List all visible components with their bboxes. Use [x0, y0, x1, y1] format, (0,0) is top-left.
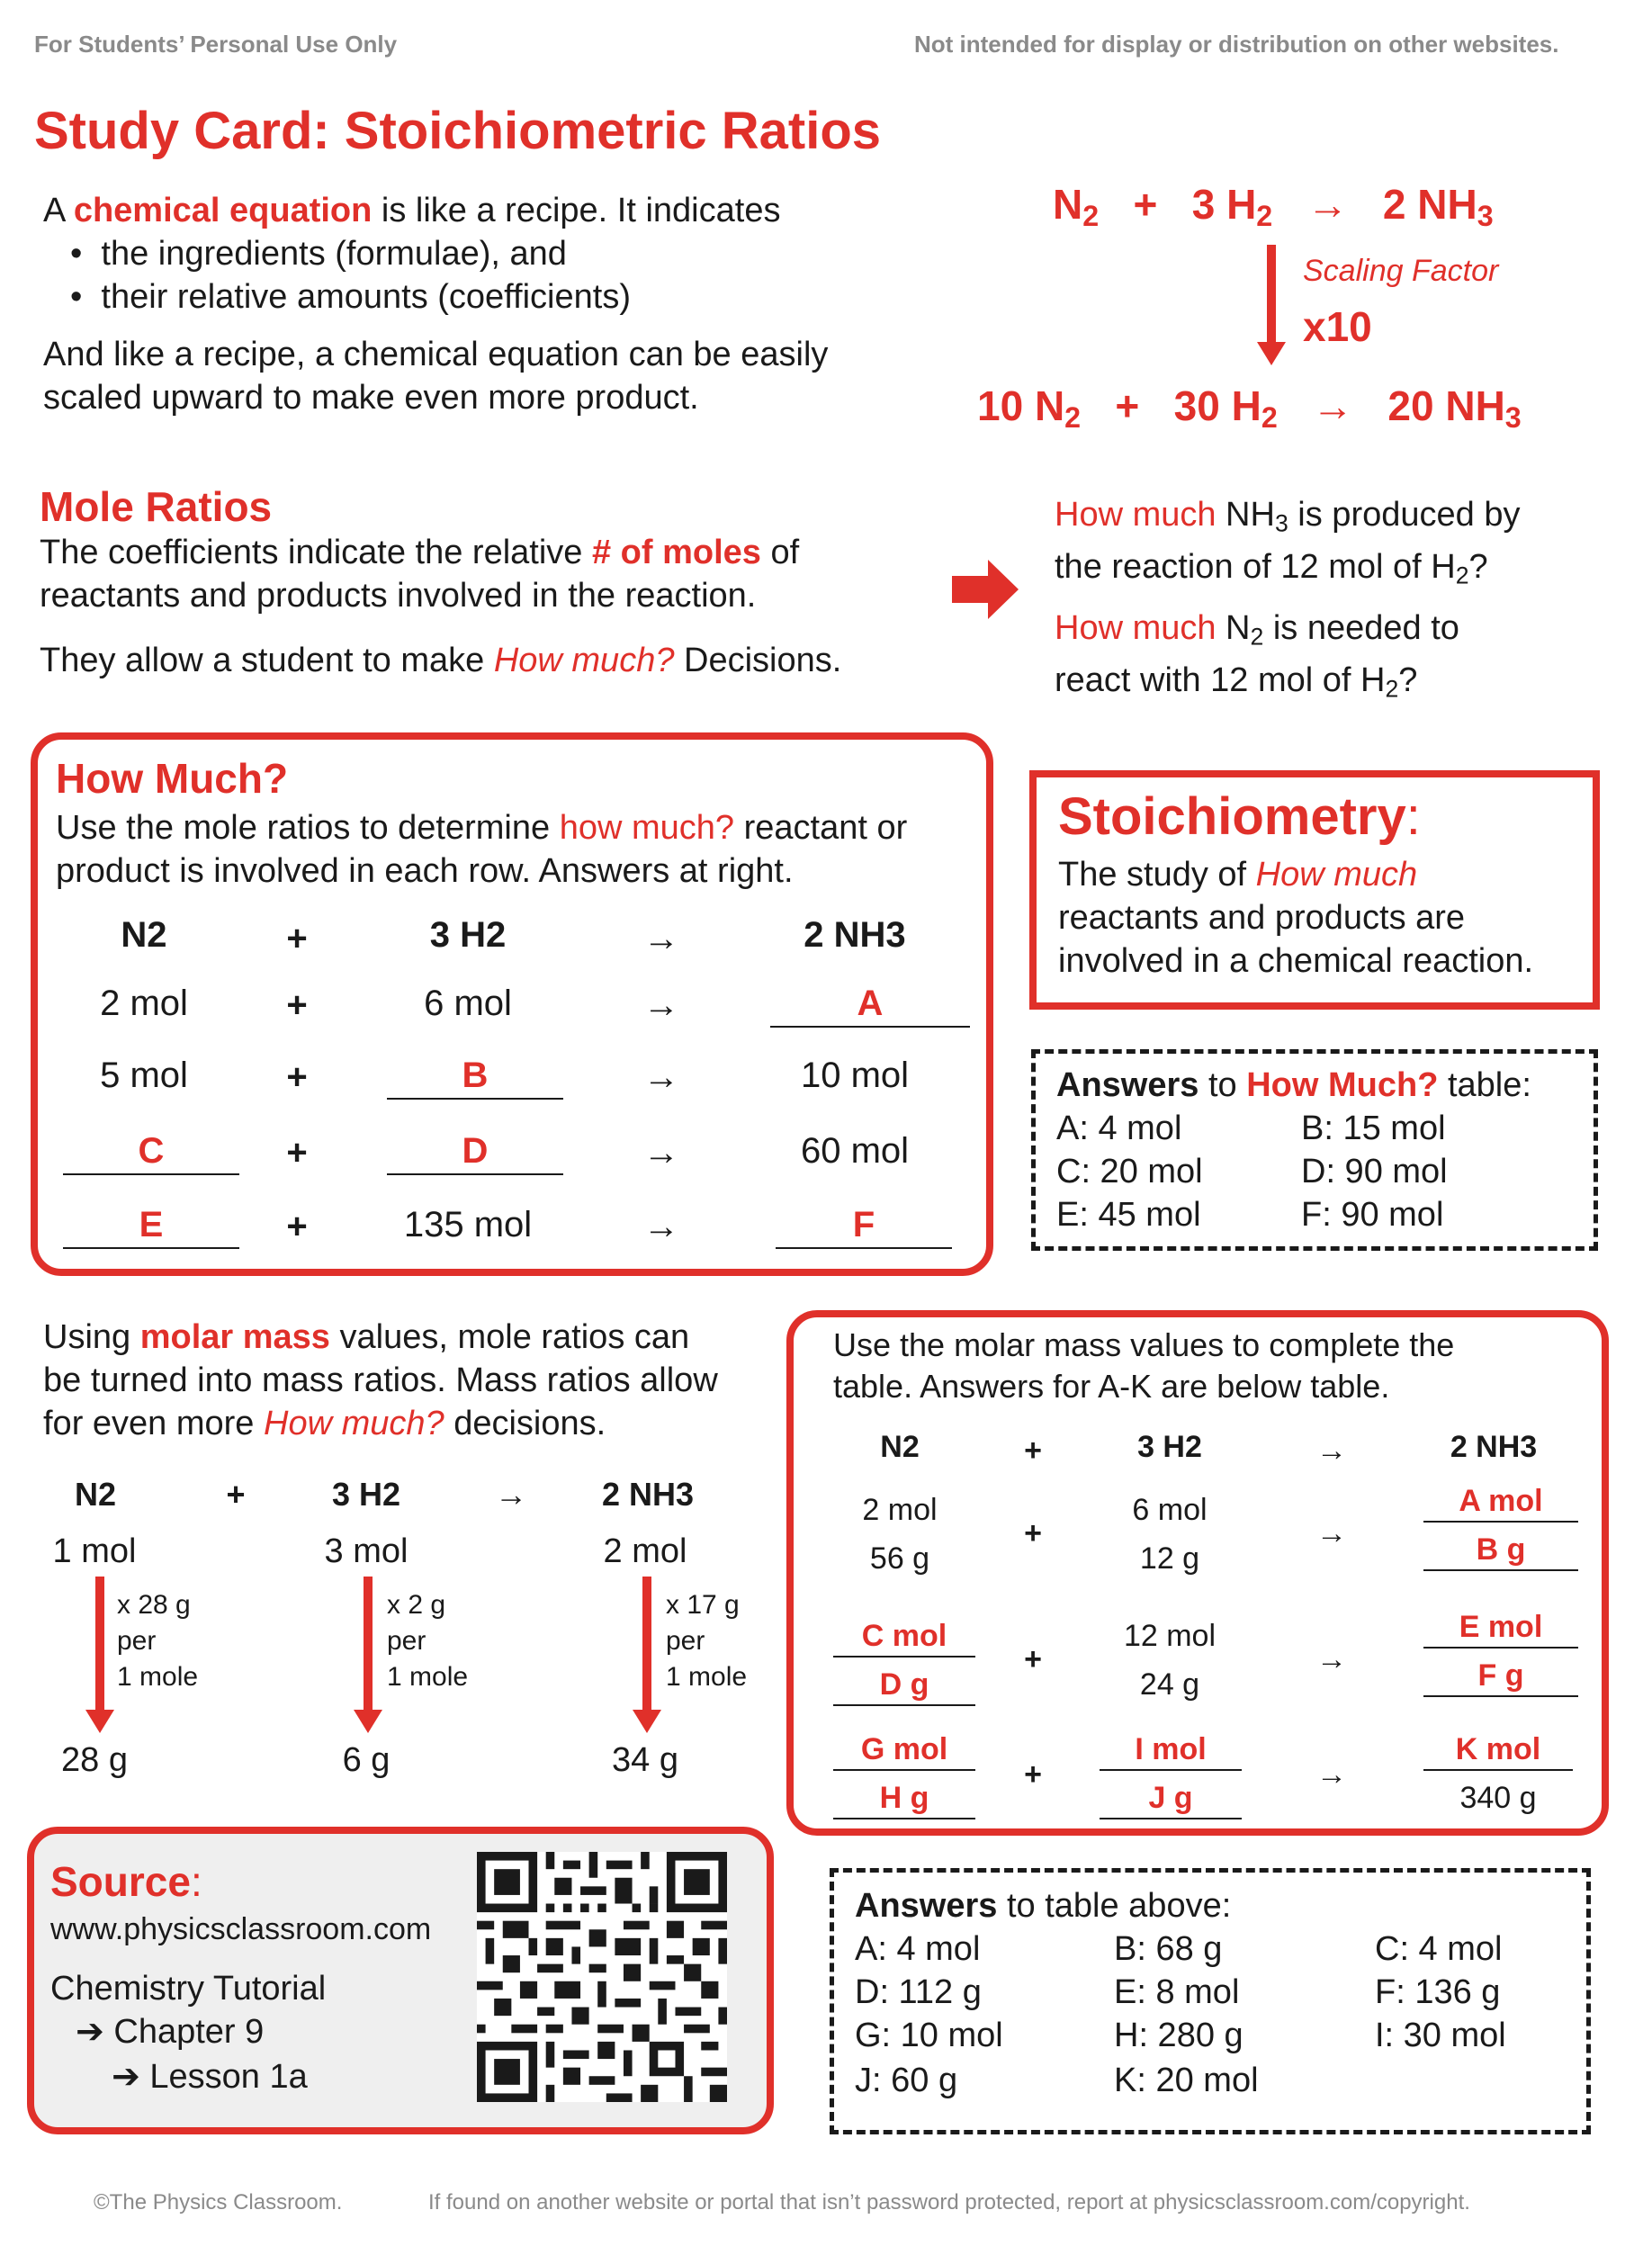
blank-j-g: J g	[1100, 1778, 1242, 1819]
source-chapter: ➔ Chapter 9	[76, 2013, 265, 2051]
col-header-plus: +	[286, 919, 308, 958]
scaling-arrow-head	[1257, 342, 1286, 365]
mm-r2-h2-g: 24 g	[1139, 1667, 1200, 1702]
source-url[interactable]: www.physicsclassroom.com	[50, 1912, 432, 1946]
conversion-n2: x 28 g per 1 mole	[117, 1590, 199, 1692]
header-left: For Students’ Personal Use Only	[34, 31, 398, 58]
mm-header-nh3: 2 NH3	[1450, 1430, 1538, 1464]
blank-c: C	[63, 1128, 239, 1175]
blank-g-mol: G mol	[833, 1729, 975, 1771]
stoichiometry-heading: Stoichiometry:	[1058, 787, 1421, 846]
mm-r1-h2-g: 12 g	[1139, 1541, 1200, 1576]
grams-n2: 28 g	[61, 1741, 128, 1779]
arrow: →	[1316, 1642, 1347, 1676]
blank-b: B	[387, 1053, 563, 1100]
mole-ratios-heading: Mole Ratios	[40, 483, 273, 530]
mm-header-plus: +	[1024, 1433, 1042, 1468]
question-2: How much $N_2$ is needed to react with 12 mol of $H_2$?	[1055, 609, 1459, 703]
row1-h2: 6 mol	[424, 984, 512, 1023]
row2-n2: 5 mol	[100, 1056, 188, 1095]
mm-r3-nh3-g: 340 g	[1459, 1781, 1537, 1815]
qr-code-icon[interactable]	[477, 1852, 727, 2102]
how-much-heading: How Much?	[56, 755, 289, 802]
conversion-nh3: x 17 g per 1 mole	[666, 1590, 748, 1692]
blank-i-mol: I mol	[1100, 1729, 1242, 1771]
answer-f: F: 90 mol	[1301, 1196, 1444, 1234]
mol-h2: 3 mol	[324, 1532, 409, 1570]
answer-c: C: 4 mol	[1375, 1930, 1503, 1968]
arrow: →	[1316, 1757, 1347, 1792]
answer-j: J: 60 g	[855, 2062, 958, 2099]
blank-f: F	[776, 1202, 952, 1249]
answer-a: A: 4 mol	[1056, 1110, 1182, 1147]
conversion-arrow-head	[354, 1710, 382, 1733]
blank-f-g: F g	[1423, 1656, 1578, 1697]
plus: +	[1024, 1516, 1042, 1550]
conversion-arrow-head	[633, 1710, 661, 1733]
mass-header-plus: +	[226, 1476, 246, 1513]
answer-e: E: 8 mol	[1114, 1973, 1240, 2011]
question-1: How much $NH_3$ is produced by the reaction of 12 mol of $H_2$?	[1055, 496, 1521, 589]
arrow: →	[643, 1207, 679, 1246]
plus: +	[1024, 1757, 1042, 1792]
row4-h2: 135 mol	[403, 1205, 533, 1244]
stoichiometry-definition: The study of How much reactants and products are involved in a chemical reaction.	[1058, 856, 1534, 980]
col-header-nh3: 2 NH3	[804, 915, 906, 955]
mol-nh3: 2 mol	[603, 1532, 687, 1570]
answer-e: E: 45 mol	[1056, 1196, 1201, 1234]
blank-d-g: D g	[833, 1665, 975, 1706]
mm-header-h2: 3 H2	[1137, 1430, 1202, 1464]
plus: +	[286, 1207, 308, 1246]
col-header-n2: N2	[121, 915, 167, 955]
conversion-arrow-shaft	[364, 1577, 373, 1711]
conversion-arrow-shaft	[642, 1577, 651, 1711]
mass-header-nh3: 2 NH3	[601, 1476, 695, 1513]
mole-ratios-text: The coefficients indicate the relative # of moles of reactants and products involved in the reaction. They allow a student to make How much? Decisions.	[40, 534, 842, 679]
arrow: →	[643, 1057, 679, 1097]
answer-a: A: 4 mol	[855, 1930, 981, 1968]
scaling-factor: x10	[1303, 303, 1372, 350]
mm-header-arrow: →	[1316, 1433, 1347, 1468]
answer-c: C: 20 mol	[1056, 1153, 1203, 1190]
blank-k-mol: K mol	[1423, 1729, 1573, 1771]
plus: +	[286, 1133, 308, 1172]
answer-k: K: 20 mol	[1114, 2062, 1259, 2099]
mol-n2: 1 mol	[52, 1532, 137, 1570]
blank-a-mol: A mol	[1423, 1481, 1578, 1523]
blank-c-mol: C mol	[833, 1616, 975, 1658]
source-tutorial: Chemistry Tutorial	[50, 1970, 327, 2008]
row2-nh3: 10 mol	[800, 1056, 910, 1095]
equation-top: $N_2$ + 3 $H_2$ → 2 $NH_3$	[1053, 181, 1494, 233]
plus: +	[286, 985, 308, 1025]
col-header-h2: 3 H2	[429, 915, 507, 955]
answer-i: I: 30 mol	[1375, 2017, 1506, 2054]
arrow: →	[643, 985, 679, 1025]
answer-g: G: 10 mol	[855, 2017, 1003, 2054]
equation-bottom: 10 $N_2$ + 30 $H_2$ → 20 $NH_3$	[977, 382, 1522, 435]
plus: +	[286, 1057, 308, 1097]
molar-mass-table-instructions: Use the molar mass values to complete the table. Answers for A-K are below table.	[833, 1326, 1455, 1405]
mass-header-arrow: →	[495, 1476, 527, 1513]
answers-table-heading: Answers to table above:	[855, 1887, 1232, 1925]
how-much-instructions: Use the mole ratios to determine how much? reactant or product is involved in each row. Answers at right.	[56, 809, 908, 890]
answer-d: D: 112 g	[855, 1973, 982, 2011]
bullet-item: • the ingredients (formulae), and	[70, 235, 567, 273]
answer-h: H: 280 g	[1114, 2017, 1243, 2054]
footer-notice: If found on another website or portal that isn’t password protected, report at physicsclassroom.com/copyright.	[428, 2190, 1470, 2215]
conversion-arrow-head	[85, 1710, 114, 1733]
mass-header-h2: 3 H2	[331, 1476, 401, 1513]
blank-a: A	[770, 981, 970, 1028]
answer-b: B: 68 g	[1114, 1930, 1223, 1968]
conversion-arrow-shaft	[95, 1577, 104, 1711]
answer-f: F: 136 g	[1375, 1973, 1501, 2011]
row1-n2: 2 mol	[100, 984, 188, 1023]
bullet-item: • their relative amounts (coefficients)	[70, 278, 631, 316]
answer-d: D: 90 mol	[1301, 1153, 1448, 1190]
molar-mass-text: Using molar mass values, mole ratios can be turned into mass ratios. Mass ratios allow for even more How much? decisions.	[43, 1318, 718, 1442]
blank-e-mol: E mol	[1423, 1607, 1578, 1649]
row3-nh3: 60 mol	[800, 1131, 910, 1171]
answers-how-much-heading: Answers to How Much? table:	[1056, 1066, 1531, 1104]
grams-h2: 6 g	[342, 1741, 391, 1779]
intro-text: A chemical equation is like a recipe. It indicates • the ingredients (formulae), and • their relative amounts (coefficients) And like a recipe, a chemical equation can be easily scaled upward to make even more product.	[43, 189, 943, 419]
header-right: Not intended for display or distribution on other websites.	[914, 31, 1559, 58]
scaling-arrow-shaft	[1267, 245, 1276, 344]
scaling-factor-label: Scaling Factor	[1303, 254, 1499, 288]
mm-r1-n2-g: 56 g	[869, 1541, 930, 1576]
mm-r1-h2-mol: 6 mol	[1132, 1493, 1208, 1527]
blank-e: E	[63, 1202, 239, 1249]
mm-header-n2: N2	[880, 1430, 920, 1464]
right-arrow-icon	[952, 560, 1019, 619]
source-lesson: ➔ Lesson 1a	[112, 2058, 308, 2096]
arrow: →	[643, 1133, 679, 1172]
conversion-h2: x 2 g per 1 mole	[387, 1590, 469, 1692]
mm-r1-n2-mol: 2 mol	[862, 1493, 938, 1527]
blank-b-g: B g	[1423, 1530, 1578, 1571]
term-chemical-equation: chemical equation	[73, 192, 373, 229]
col-header-arrow: →	[643, 919, 679, 958]
mass-header-n2: N2	[74, 1476, 117, 1513]
blank-d: D	[387, 1128, 563, 1175]
grams-nh3: 34 g	[612, 1741, 678, 1779]
footer-copyright: ©The Physics Classroom.	[94, 2190, 343, 2215]
arrow: →	[1316, 1516, 1347, 1550]
mm-r2-h2-mol: 12 mol	[1123, 1619, 1217, 1653]
blank-h-g: H g	[833, 1778, 975, 1819]
source-heading: Source:	[50, 1858, 202, 1905]
page-title: Study Card: Stoichiometric Ratios	[34, 102, 882, 160]
answer-b: B: 15 mol	[1301, 1110, 1446, 1147]
plus: +	[1024, 1642, 1042, 1676]
